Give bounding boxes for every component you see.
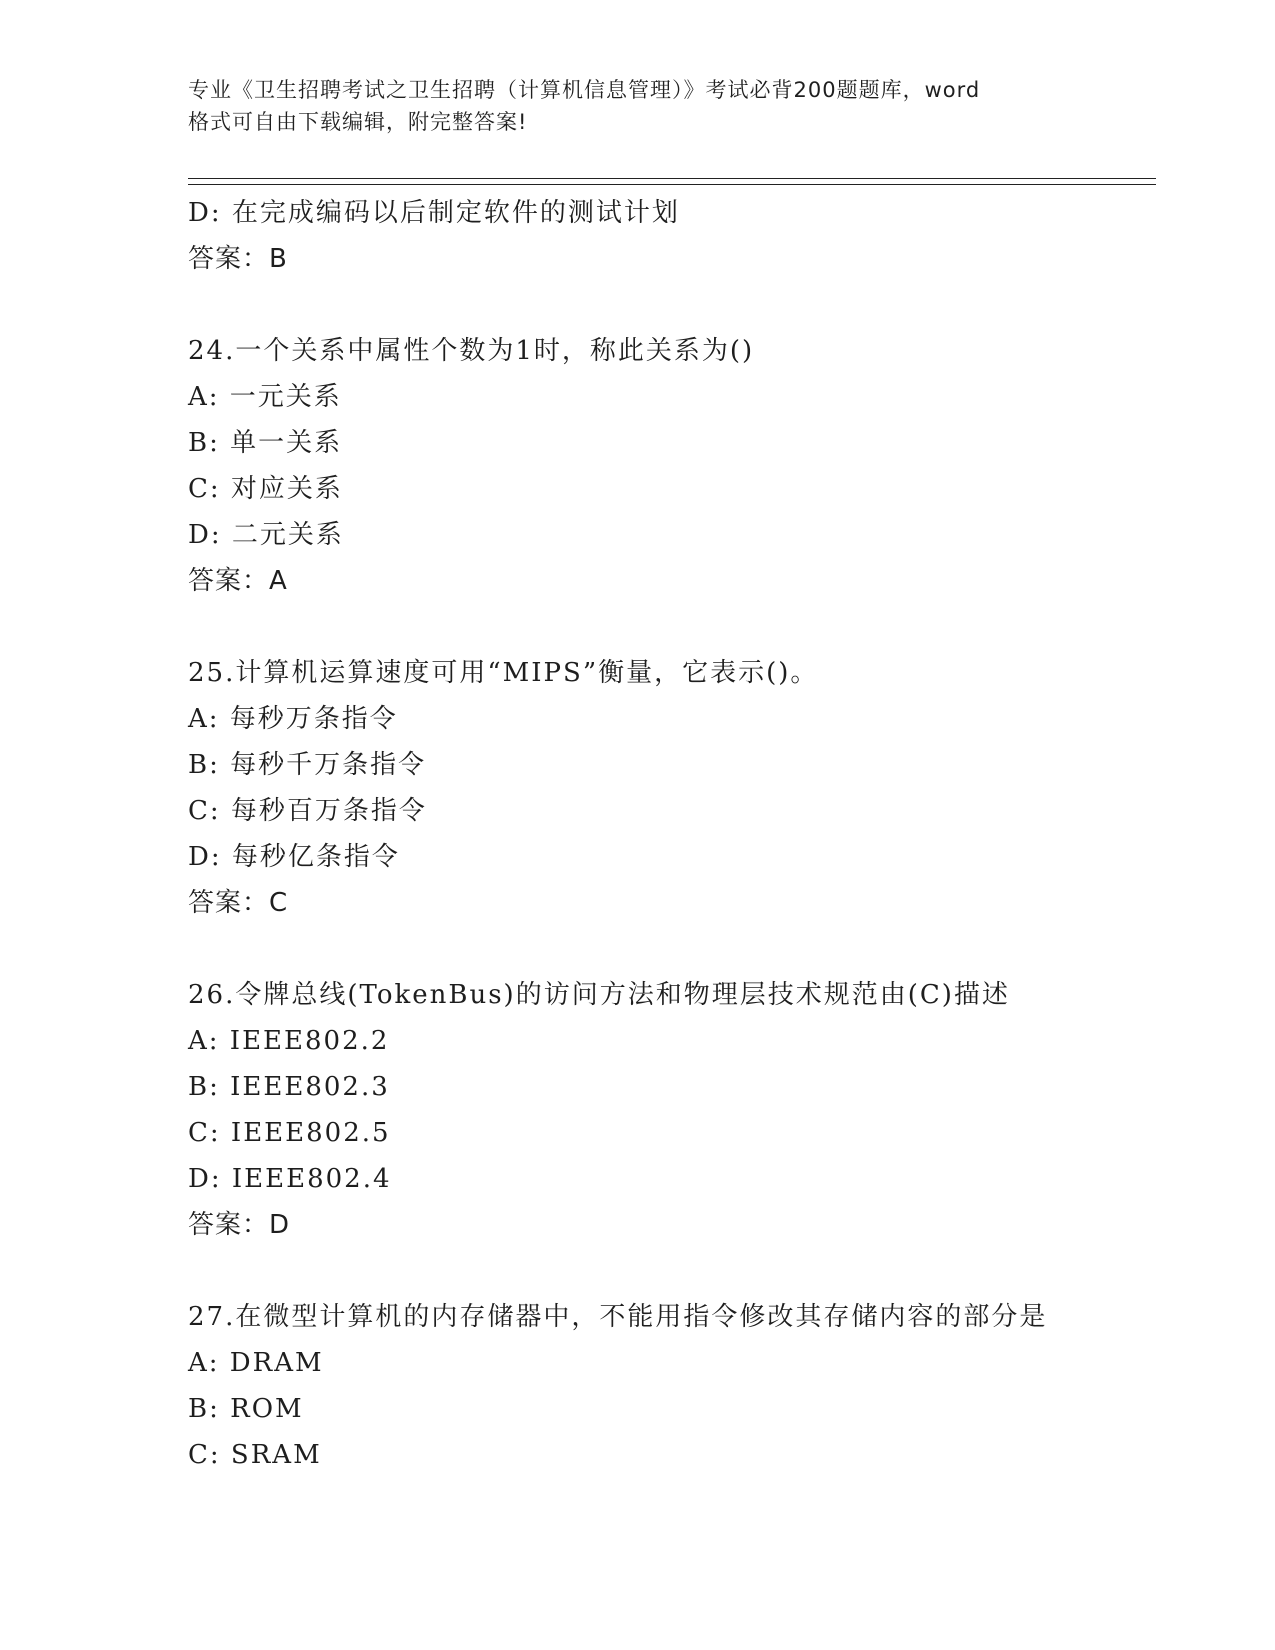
question-27-option-b: B: ROM xyxy=(188,1394,304,1424)
spacer xyxy=(188,926,1148,972)
question-25-answer: 答案：C xyxy=(188,888,289,918)
spacer xyxy=(188,1248,1148,1294)
question-24-option-b: B: 单一关系 xyxy=(188,428,343,458)
question-25-option-d: D: 每秒亿条指令 xyxy=(188,842,400,872)
question-25-option-a: A: 每秒万条指令 xyxy=(188,704,398,734)
question-25-option-c: C: 每秒百万条指令 xyxy=(188,796,427,826)
question-26-option-a: A: IEEE802.2 xyxy=(188,1026,390,1056)
question-27-stem: 27.在微型计算机的内存储器中，不能用指令修改其存储内容的部分是 xyxy=(188,1302,1048,1332)
spacer xyxy=(188,604,1148,650)
header-line-2: 格式可自由下载编辑，附完整答案! xyxy=(188,110,528,134)
spacer xyxy=(188,282,1148,328)
document-header xyxy=(188,74,1088,138)
question-26-stem: 26.令牌总线(TokenBus)的访问方法和物理层技术规范由(C)描述 xyxy=(188,980,1010,1010)
header-divider-bottom xyxy=(188,184,1156,185)
prev-option-d: D: 在完成编码以后制定软件的测试计划 xyxy=(188,198,680,228)
question-24-option-a: A: 一元关系 xyxy=(188,382,342,412)
prev-answer: 答案：B xyxy=(188,244,288,274)
question-27-option-c: C: SRAM xyxy=(188,1440,322,1470)
question-27-option-a: A: DRAM xyxy=(188,1348,324,1378)
question-24-option-c: C: 对应关系 xyxy=(188,474,343,504)
question-25-stem: 25.计算机运算速度可用“MIPS”衡量，它表示()。 xyxy=(188,658,819,688)
question-24-stem: 24.一个关系中属性个数为1时，称此关系为() xyxy=(188,336,755,366)
question-26-option-b: B: IEEE802.3 xyxy=(188,1072,390,1102)
question-24-option-d: D: 二元关系 xyxy=(188,520,344,550)
question-list xyxy=(188,190,1148,1478)
header-divider-top xyxy=(188,178,1156,179)
question-25-option-b: B: 每秒千万条指令 xyxy=(188,750,427,780)
header-line-1: 专业《卫生招聘考试之卫生招聘（计算机信息管理）》考试必背200题题库，word xyxy=(188,78,981,102)
question-24-answer: 答案：A xyxy=(188,566,288,596)
question-26-option-c: C: IEEE802.5 xyxy=(188,1118,391,1148)
question-26-option-d: D: IEEE802.4 xyxy=(188,1164,392,1194)
question-26-answer: 答案：D xyxy=(188,1210,291,1240)
